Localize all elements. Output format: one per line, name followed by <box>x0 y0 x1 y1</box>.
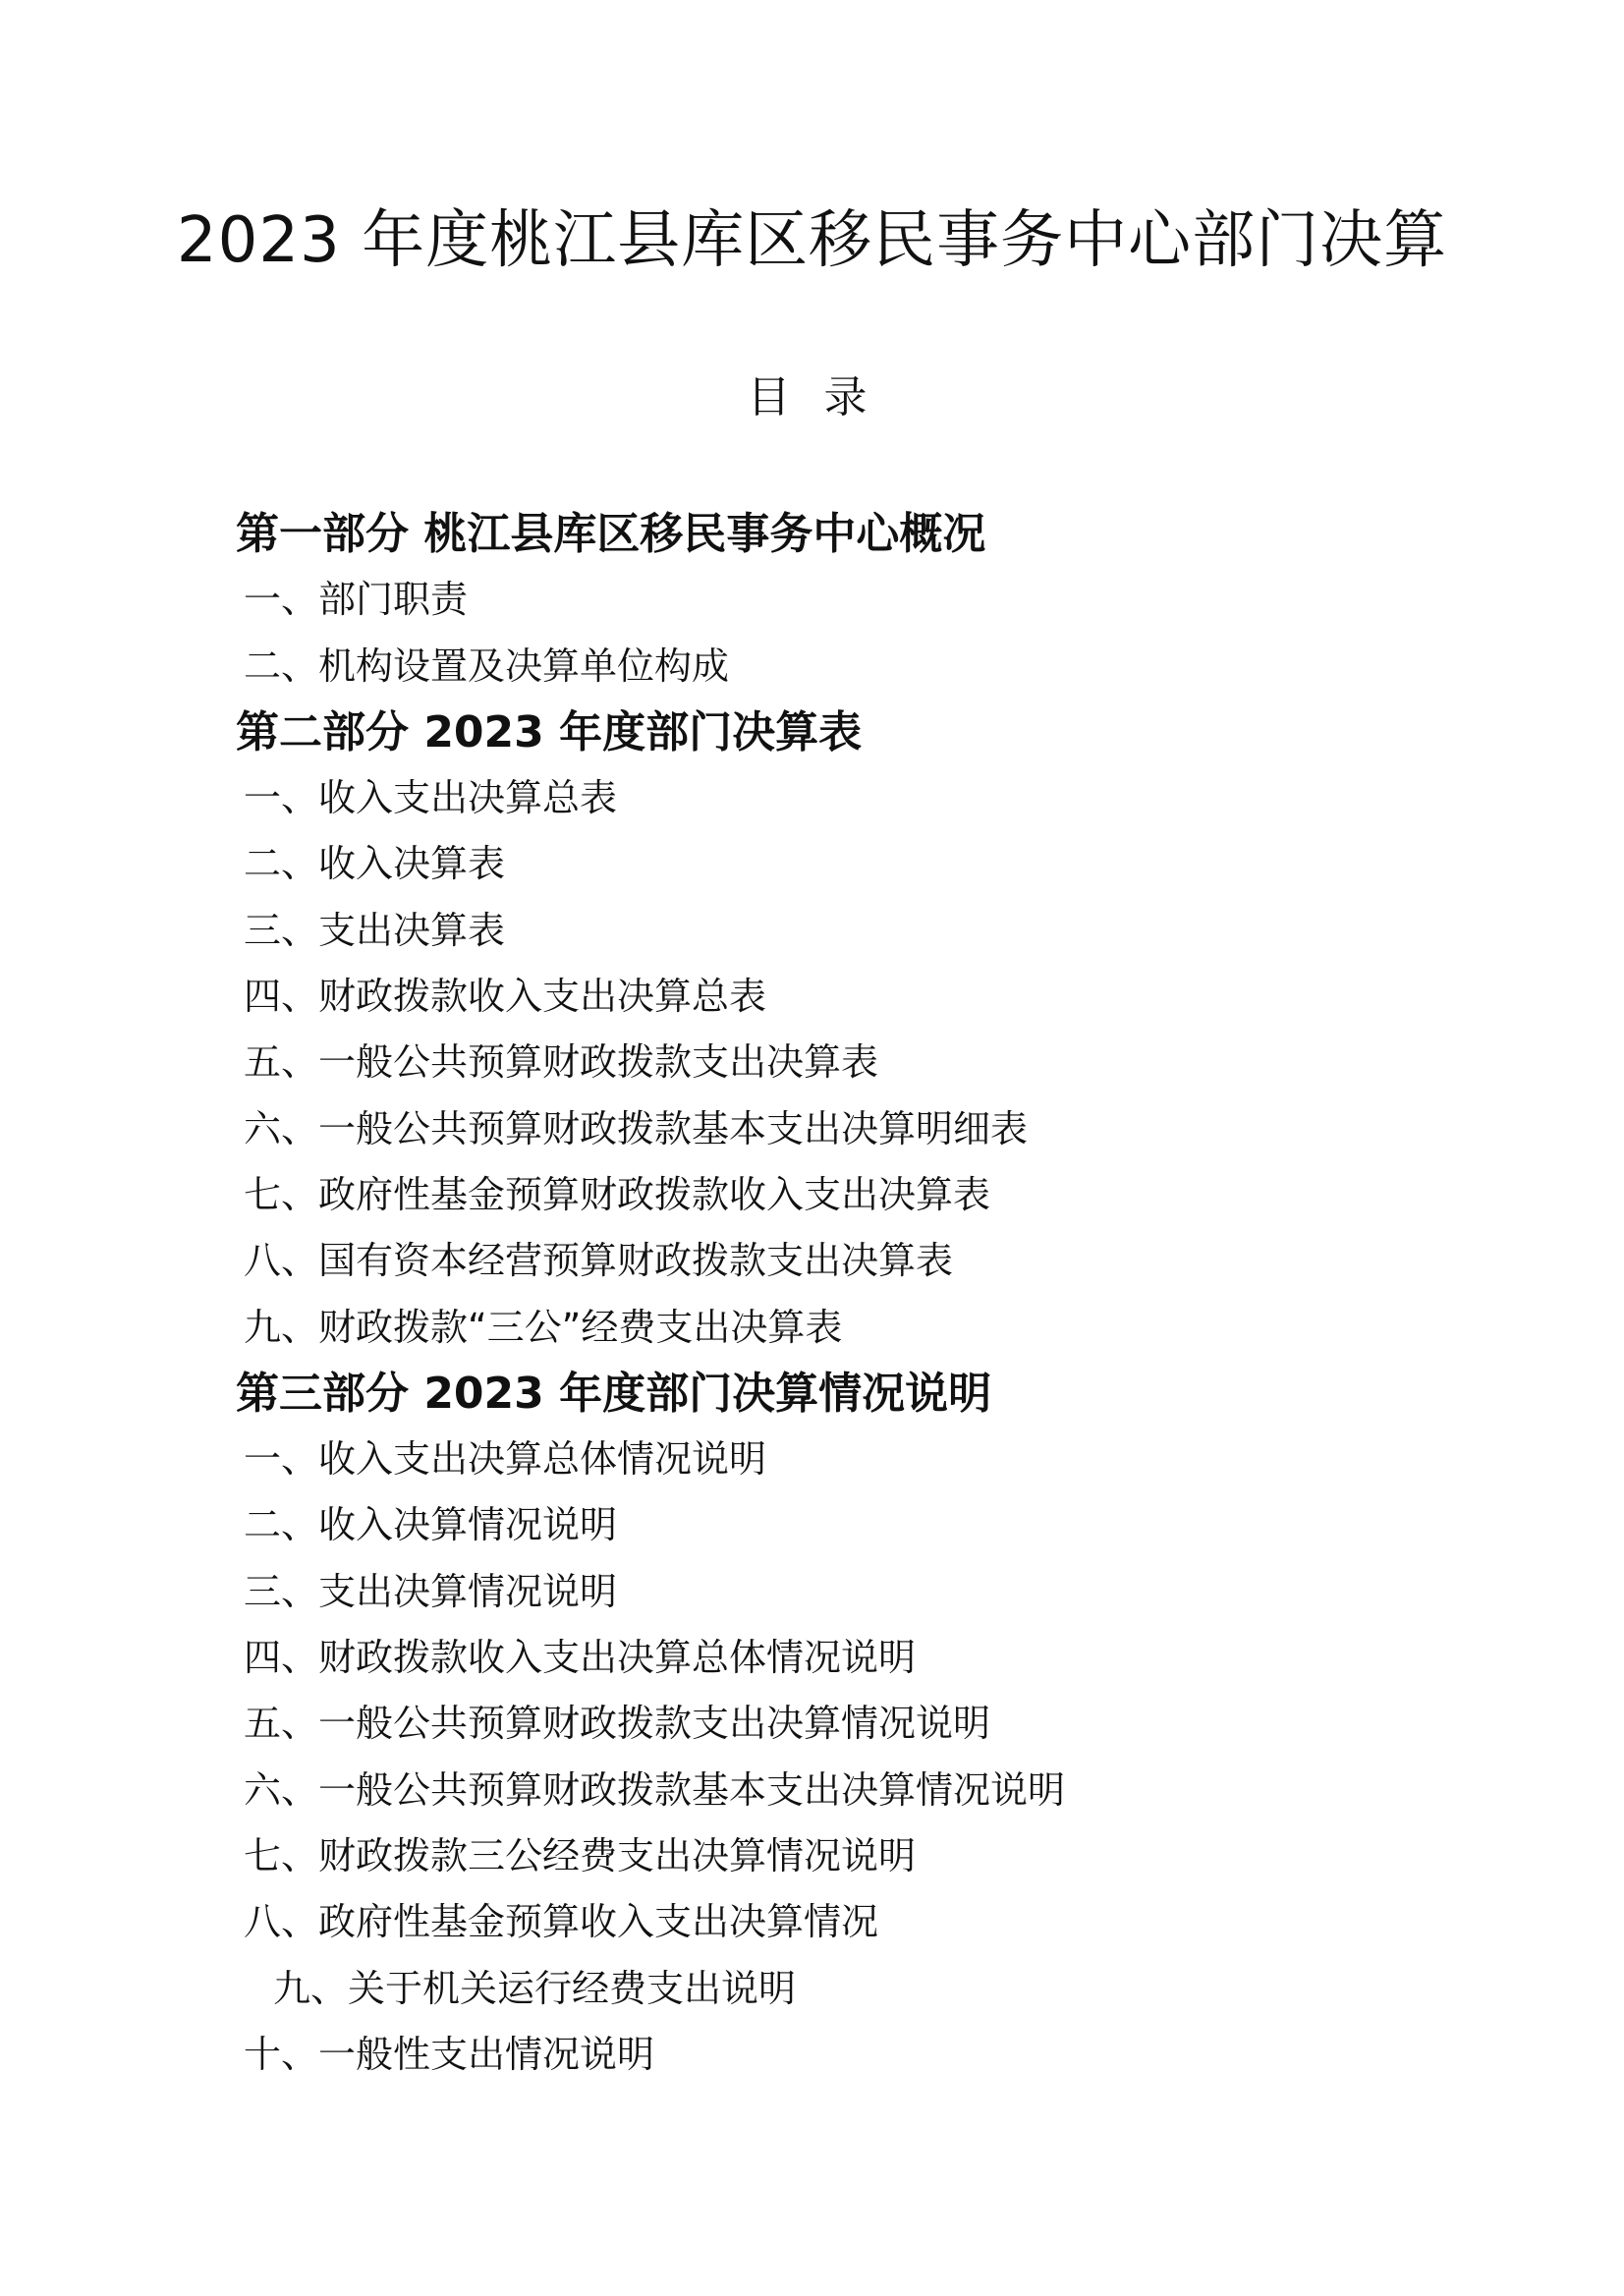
toc-item: 七、财政拨款三公经费支出决算情况说明 <box>244 1833 917 1877</box>
toc-item: 二、收入决算情况说明 <box>244 1503 618 1547</box>
toc-item: 六、一般公共预算财政拨款基本支出决算明细表 <box>244 1106 1029 1150</box>
toc-item: 一、收入支出决算总体情况说明 <box>244 1437 767 1482</box>
document-title: 2023 年度桃江县库区移民事务中心部门决算 <box>176 204 1448 277</box>
toc-item: 七、政府性基金预算财政拨款收入支出决算表 <box>244 1172 991 1216</box>
toc-item: 三、支出决算表 <box>244 908 506 952</box>
toc-item: 九、财政拨款“三公”经费支出决算表 <box>244 1305 843 1349</box>
toc-part-2-heading: 第二部分 2023 年度部门决算表 <box>236 706 863 757</box>
toc-item: 六、一般公共预算财政拨款基本支出决算情况说明 <box>244 1767 1066 1812</box>
toc-item: 三、支出决算情况说明 <box>244 1569 618 1613</box>
toc-part-1-heading: 第一部分 桃江县库区移民事务中心概况 <box>236 509 986 559</box>
toc-item: 五、一般公共预算财政拨款支出决算情况说明 <box>244 1702 991 1746</box>
toc-item: 八、国有资本经营预算财政拨款支出决算表 <box>244 1239 954 1283</box>
toc-item: 五、一般公共预算财政拨款支出决算表 <box>244 1040 879 1085</box>
table-of-contents <box>236 501 1513 2088</box>
toc-item: 四、财政拨款收入支出决算总体情况说明 <box>244 1636 917 1680</box>
toc-item: 四、财政拨款收入支出决算总表 <box>244 975 767 1019</box>
toc-item: 十、一般性支出情况说明 <box>244 2032 655 2076</box>
toc-item: 八、政府性基金预算收入支出决算情况 <box>244 1900 879 1944</box>
toc-item: 一、收入支出决算总表 <box>244 776 618 820</box>
toc-part-3-heading: 第三部分 2023 年度部门决算情况说明 <box>236 1368 992 1419</box>
toc-item: 九、关于机关运行经费支出说明 <box>273 1966 797 2010</box>
toc-item: 一、部门职责 <box>244 578 469 622</box>
toc-heading: 目 录 <box>747 372 877 422</box>
toc-item: 二、收入决算表 <box>244 842 506 886</box>
toc-item: 二、机构设置及决算单位构成 <box>244 644 730 688</box>
